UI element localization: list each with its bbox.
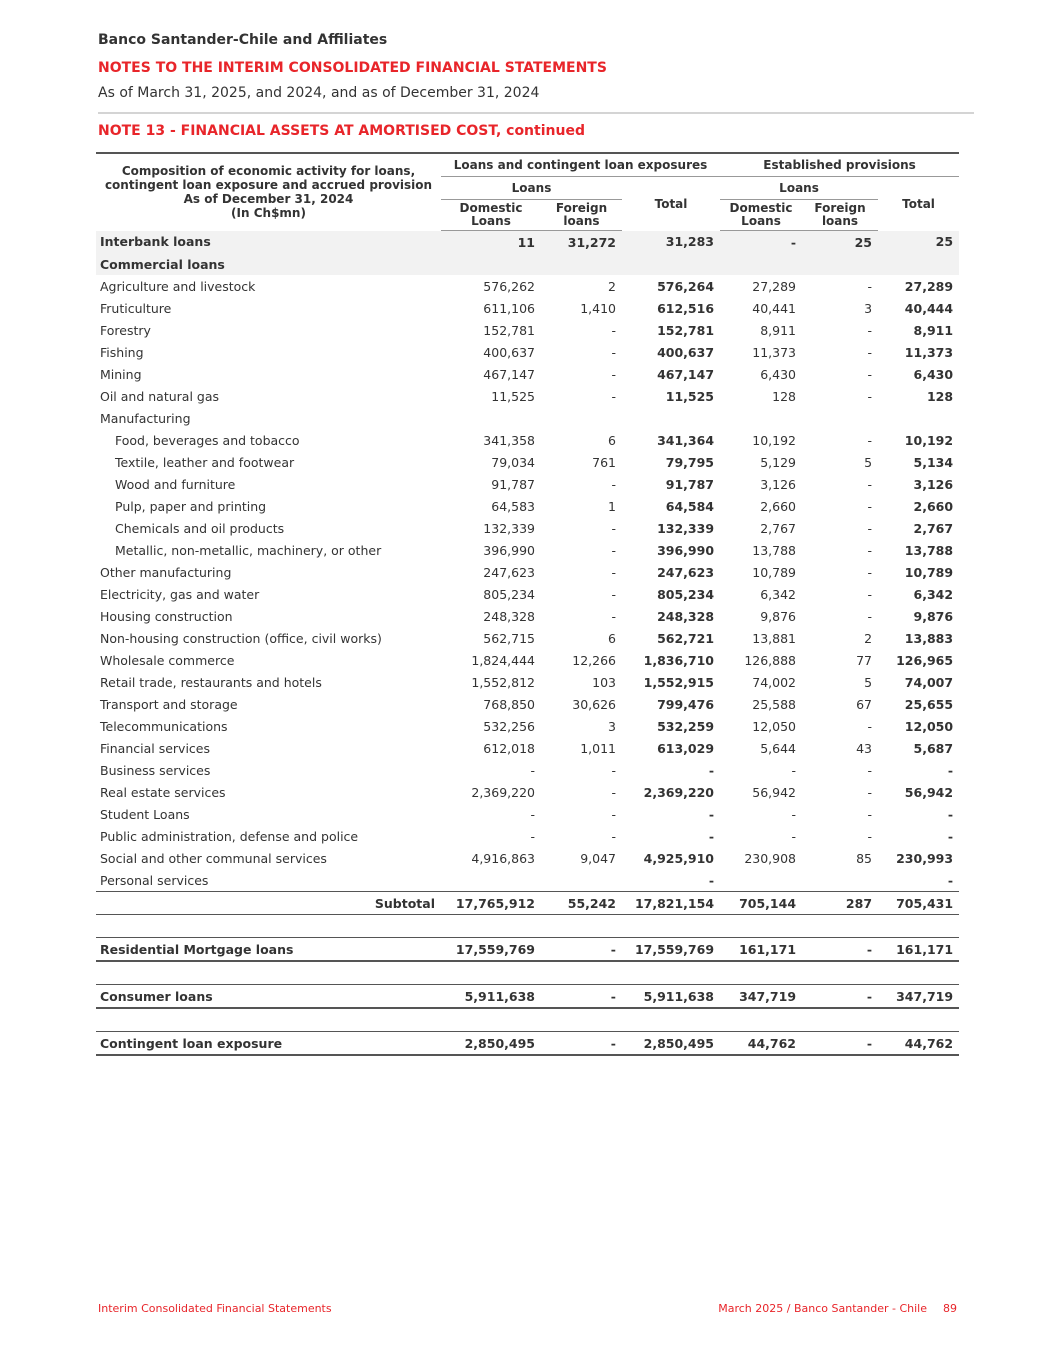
table-corner-header: Composition of economic activity for loans, contingent loan exposure and accrued provision As of December 31, 2024 (In Ch$mn) (96, 153, 441, 231)
table-row: Real estate services 2,369,220 - 2,369,220 56,942 - 56,942 (100, 784, 954, 800)
table-row: Manufacturing (100, 410, 191, 426)
table-row: Textile, leather and footwear 79,034 761 79,795 5,129 5 5,134 (115, 454, 954, 470)
table-row: Non-housing construction (office, civil works) 562,715 6 562,721 13,881 2 13,883 (100, 630, 954, 646)
header-divider (98, 112, 974, 114)
financial-table (96, 152, 959, 1056)
loans-header-exposures: Loans (441, 177, 622, 200)
table-row: Retail trade, restaurants and hotels 1,552,812 103 1,552,915 74,002 5 74,007 (100, 674, 954, 690)
total-header-exposures: Total (654, 196, 688, 211)
commercial-loans-row: Commercial loans (96, 253, 959, 275)
domestic-provisions-header: Domestic Loans (720, 200, 802, 231)
table-row: Other manufacturing 247,623 - 247,623 10,789 - 10,789 (100, 564, 954, 580)
table-row: Transport and storage 768,850 30,626 799,476 25,588 67 25,655 (100, 696, 954, 712)
table-row: Personal services - - (100, 872, 954, 888)
contingent-row: Contingent loan exposure 2,850,495 - 2,850,495 44,762 - 44,762 (96, 1032, 959, 1056)
table-row: Wholesale commerce 1,824,444 12,266 1,836,710 126,888 77 126,965 (100, 652, 954, 668)
table-row: Mining 467,147 - 467,147 6,430 - 6,430 (100, 366, 954, 382)
loans-header-provisions: Loans (720, 177, 878, 200)
group-header-exposures: Loans and contingent loan exposures (441, 153, 720, 177)
footer-right-text: March 2025 / Banco Santander - Chile (718, 1302, 927, 1315)
foreign-provisions-header: Foreign loans (802, 200, 878, 231)
group-header-provisions: Established provisions (720, 153, 959, 177)
footer-right (718, 1302, 957, 1315)
foreign-loans-header: Foreign loans (541, 200, 622, 231)
table-row: Public administration, defense and police - - - - - - (100, 828, 954, 844)
table-row: Agriculture and livestock 576,262 2 576,264 27,289 - 27,289 (100, 278, 954, 294)
footer-left: Interim Consolidated Financial Statements (98, 1302, 332, 1315)
table-row: Oil and natural gas 11,525 - 11,525 128 - 128 (100, 388, 954, 404)
table-row: Telecommunications 532,256 3 532,259 12,050 - 12,050 (100, 718, 954, 734)
domestic-loans-header: Domestic Loans (441, 200, 541, 231)
table-row: Pulp, paper and printing 64,583 1 64,584 2,660 - 2,660 (115, 498, 954, 514)
table-row: Social and other communal services 4,916,863 9,047 4,925,910 230,908 85 230,993 (100, 850, 954, 866)
note-title: NOTE 13 - FINANCIAL ASSETS AT AMORTISED COST, continued (98, 123, 585, 139)
table-row: Wood and furniture 91,787 - 91,787 3,126 - 3,126 (115, 476, 954, 492)
table-row: Chemicals and oil products 132,339 - 132,339 2,767 - 2,767 (115, 520, 954, 536)
notes-title: NOTES TO THE INTERIM CONSOLIDATED FINANCIAL STATEMENTS (98, 60, 607, 76)
mortgage-row: Residential Mortgage loans 17,559,769 - 17,559,769 161,171 - 161,171 (96, 938, 959, 962)
table-row: Fruticulture 611,106 1,410 612,516 40,441 3 40,444 (100, 300, 954, 316)
table-row: Student Loans - - - - - - (100, 806, 954, 822)
table-row: Financial services 612,018 1,011 613,029 5,644 43 5,687 (100, 740, 954, 756)
table-row: Fishing 400,637 - 400,637 11,373 - 11,373 (100, 344, 954, 360)
table-row: Housing construction 248,328 - 248,328 9,876 - 9,876 (100, 608, 954, 624)
subtotal-row: Subtotal 17,765,912 55,242 17,821,154 705,144 287 705,431 (96, 892, 959, 915)
company-name: Banco Santander-Chile and Affiliates (98, 32, 388, 48)
interbank-row: Interbank loans 11 31,272 31,283 - 25 25 (96, 231, 959, 254)
table-row: Business services - - - - - - (100, 762, 954, 778)
table-row: Metallic, non-metallic, machinery, or other 396,990 - 396,990 13,788 - 13,788 (115, 542, 954, 558)
as-of-date: As of March 31, 2025, and 2024, and as of December 31, 2024 (98, 85, 540, 101)
table-row: Forestry 152,781 - 152,781 8,911 - 8,911 (100, 322, 954, 338)
page-number: 89 (943, 1302, 957, 1315)
table-row: Electricity, gas and water 805,234 - 805,234 6,342 - 6,342 (100, 586, 954, 602)
total-header-provisions: Total (902, 196, 935, 211)
consumer-row: Consumer loans 5,911,638 - 5,911,638 347,719 - 347,719 (96, 985, 959, 1009)
table-row: Food, beverages and tobacco 341,358 6 341,364 10,192 - 10,192 (115, 432, 954, 448)
